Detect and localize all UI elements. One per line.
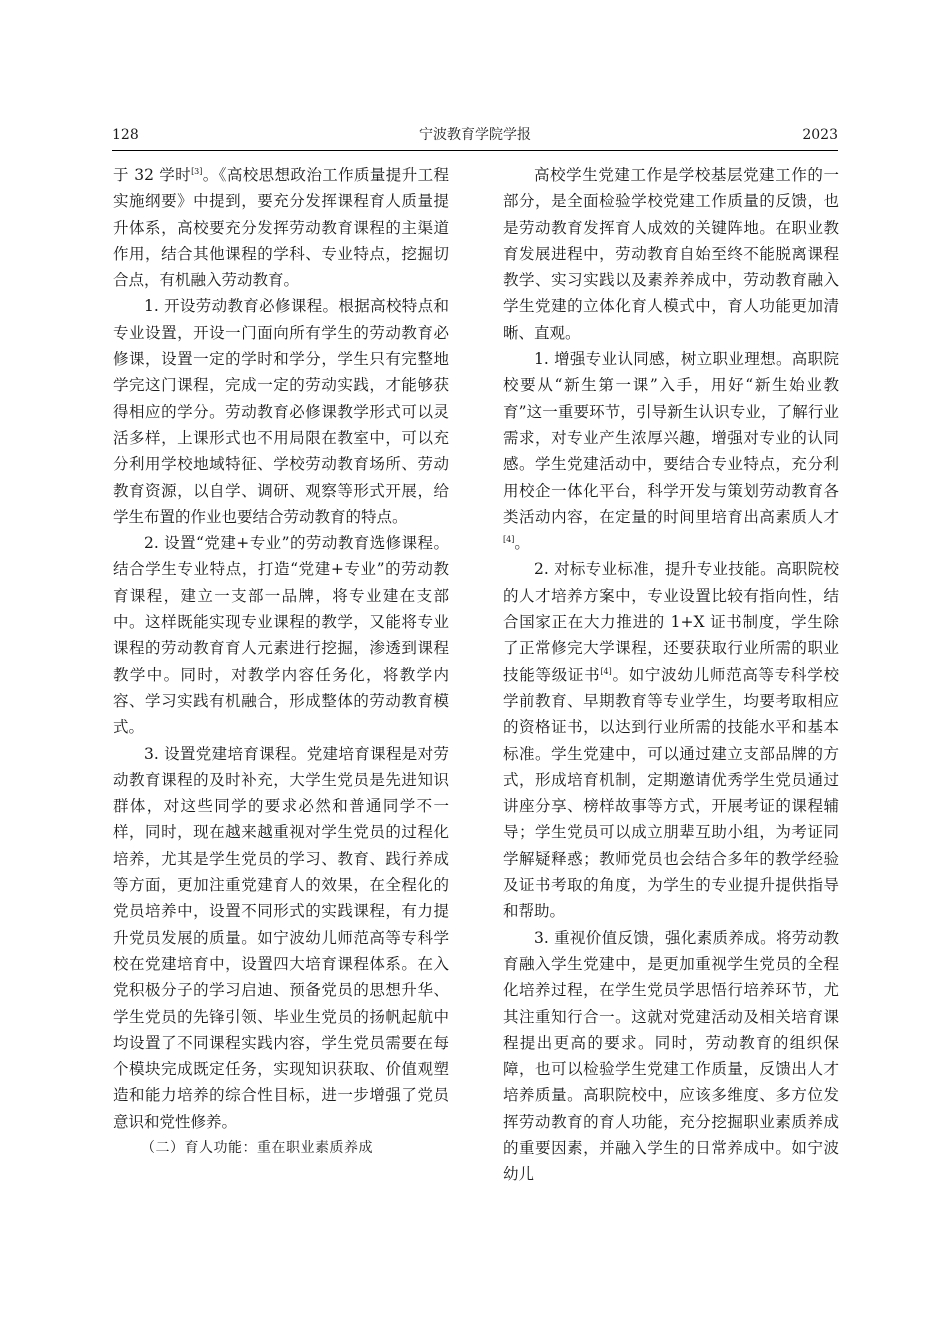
right-column xyxy=(503,162,839,1188)
header-rule xyxy=(112,150,838,151)
paragraph: 2. 设置“党建+专业”的劳动教育选修课程。结合学生专业特点，打造“党建+专业”的劳动教育课程，建立一支部一品牌，将专业建在支部中。这样既能实现专业课程的教学，又能将专业课程的劳动教育育人元素进行挖掘，渗透到课程教学中。同时，对教学内容任务化，将教学内容、学习实践有机融合，形成整体的劳动教育模式。 xyxy=(113,534,449,737)
running-header xyxy=(112,126,838,148)
paragraph xyxy=(503,346,839,556)
journal-title: 宁波教育学院学报 xyxy=(419,127,531,143)
paragraph-text: 2. 对标专业标准，提升专业技能。高职院校的人才培养方案中，专业设置比较有指向性，结合国家正在大力推进的 1+X 证书制度，学生除了正常修完大学课程，还要获取行业所需的职业技能等级证书 xyxy=(503,560,839,684)
paragraph: 3. 设置党建培育课程。党建培育课程是对劳动教育课程的及时补充，大学生党员是先进知识群体，对这些同学的要求必然和普通同学不一样，同时，现在越来越重视对学生党员的过程化培养，尤其是学生党员的学习、教育、践行养成等方面，更加注重党建育人的效果，在全程化的党员培养中，设置不同形式的实践课程，有力提升党员发展的质量。如宁波幼儿师范高等专科学校在党建培育中，设置四大培育课程体系。在入党积极分子的学习启迪、预备党员的思想升华、学生党员的先锋引领、毕业生党员的扬帆起航中均设置了不同课程实践内容，学生党员需要在每个模块完成既定任务，实现知识获取、价值观塑造和能力培养的综合性目标，进一步增强了党员意识和党性修养。 xyxy=(113,744,449,1131)
citation-ref: [4] xyxy=(600,666,612,676)
citation-ref: [4] xyxy=(503,535,515,545)
section-subheading: （二）育人功能：重在职业素质养成 xyxy=(141,1139,373,1156)
paragraph: 3. 重视价值反馈，强化素质养成。将劳动教育融入学生党建中，是更加重视学生党员的全程化培养过程，在学生党员学思悟行培养环节，尤其注重知行合一。这就对党建活动及相关培育课程提出更高的要求。同时，劳动教育的组织保障，也可以检验学生党建工作质量，反馈出人才培养质量。高职院校中，应该多维度、多方位发挥劳动教育的育人功能，充分挖掘职业素质养成的重要因素，并融入学生的日常养成中。如宁波幼儿 xyxy=(503,928,839,1184)
paragraph-text: 于 32 学时 xyxy=(113,166,192,184)
paragraph-text: 。 xyxy=(514,534,530,553)
paragraph: 1. 开设劳动教育必修课程。根据高校特点和专业设置，开设一门面向所有学生的劳动教育必修课，设置一定的学时和学分，学生只有完整地学完这门课程，完成一定的劳动实践，才能够获得相应的学分。劳动教育必修课教学形式可以灵活多样，上课形式也不用局限在教室中，可以充分利用学校地域特征、学校劳动教育场所、劳动教育资源，以自学、调研、观察等形式开展，给学生布置的作业也要结合劳动教育的特点。 xyxy=(113,297,449,526)
paragraph-text: 。《高校思想政治工作质量提升工程实施纲要》中提到，要充分发挥课程育人质量提升体系，高校要充分发挥劳动教育课程的主渠道作用，结合其他课程的学科、专业特点，挖掘切合点，有机融入劳动教育。 xyxy=(113,166,449,290)
paragraph-text: 1. 增强专业认同感，树立职业理想。高职院校要从“新生第一课”入手，用好“新生始业教育”这一重要环节，引导新生认识专业，了解行业需求，对专业产生浓厚兴趣，增强对专业的认同感。学生党建活动中，要结合专业特点，充分利用校企一体化平台，科学开发与策划劳动教育各类活动内容，在定量的时间里培育出高素质人才 xyxy=(503,350,839,526)
paragraph xyxy=(503,556,839,924)
publication-year: 2023 xyxy=(802,127,838,143)
paragraph xyxy=(113,162,449,293)
page-number: 128 xyxy=(112,127,139,143)
left-column xyxy=(113,162,449,1161)
paragraph: 高校学生党建工作是学校基层党建工作的一部分，是全面检验学校党建工作质量的反馈，也是劳动教育发挥育人成效的关键阵地。在职业教育发展进程中，劳动教育自始至终不能脱离课程教学、实习实践以及素养养成中，劳动教育融入学生党建的立体化育人模式中，育人功能更加清晰、直观。 xyxy=(503,166,839,342)
paragraph-text: 。如宁波幼儿师范高等专科学校学前教育、早期教育等专业学生，均要考取相应的资格证书，以达到行业所需的技能水平和基本标准。学生党建中，可以通过建立支部品牌的方式，形成培育机制，定期邀请优秀学生党员通过讲座分享、榜样故事等方式，开展考证的课程辅导；学生党员可以成立朋辈互助小组，为考证同学解疑释惑；教师党员也会结合多年的教学经验及证书考取的角度，为学生的专业提升提供指导和帮助。 xyxy=(503,665,839,921)
citation-ref: [3] xyxy=(191,167,203,176)
